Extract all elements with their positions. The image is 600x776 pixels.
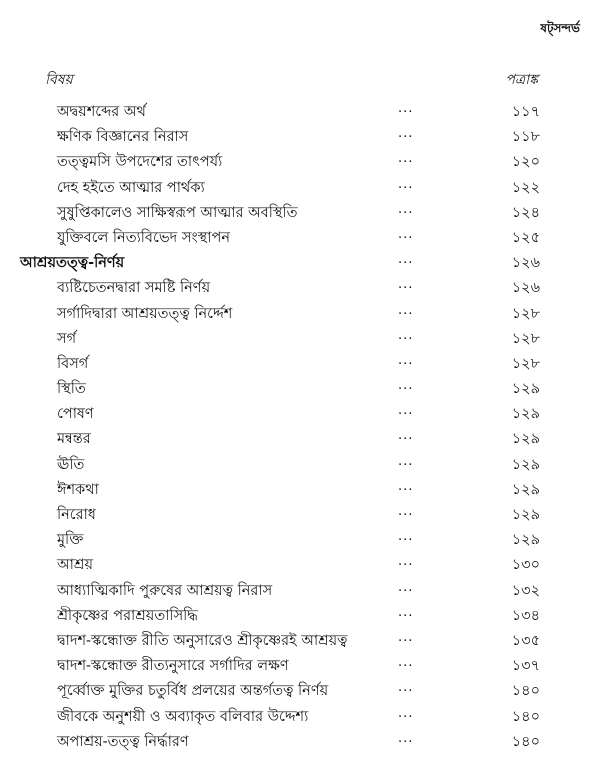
toc-entry-page-number: ১২৯ [511,406,540,423]
toc-entry [0,653,600,678]
toc-entry [0,149,600,174]
toc-entry-page-number: ১২৮ [511,305,540,322]
toc-entry-page-number: ১২৯ [511,381,540,398]
toc-entry-page-number: ১২৪ [511,204,540,221]
toc-entry-label: ঈশকথা [57,481,99,498]
toc-entry [0,578,600,603]
toc-entry [0,301,600,326]
toc-entry [0,628,600,653]
toc-entry-label: ব্যষ্টিচেতনদ্বারা সমষ্টি নির্ণয় [57,280,211,297]
toc-entry-leader: ... [398,554,414,570]
toc-entry [0,729,600,754]
toc-entry-page-number: ১৩৪ [511,607,540,624]
toc-entry-page-number: ১২৮ [511,330,540,347]
toc-entry-label: তত্ত্বমসি উপদেশের তাৎপর্য্য [57,154,223,171]
toc-entry [0,502,600,527]
toc-entry [0,200,600,225]
toc-entry-page-number: ১৩২ [511,582,540,599]
toc-entry-label: আশ্রয় [57,557,93,574]
toc-entry-leader: ... [398,378,414,394]
toc-entry [0,603,600,628]
toc-entry-page-number: ১২৯ [511,431,540,448]
toc-entry-leader: ... [398,226,414,242]
toc-entry-leader: ... [398,327,414,343]
toc-entry-leader: ... [398,478,414,494]
toc-entry-leader: ... [398,629,414,645]
toc-entry-page-number: ১৩৫ [511,632,540,649]
toc-entry-leader: ... [398,302,414,318]
toc-entry [0,225,600,250]
toc-entry-leader: ... [398,428,414,444]
toc-entry [0,250,600,275]
toc-entry-leader: ... [398,252,414,268]
toc-entry-label: আশ্রয়তত্ত্ব-নির্ণয় [20,254,125,272]
toc-entry-label: সর্গ [57,330,77,347]
toc-entry [0,552,600,577]
toc-entry-label: মন্বন্তর [57,431,91,448]
table-of-contents [0,99,600,754]
toc-entry-leader: ... [398,201,414,217]
toc-entry-label: স্থিতি [57,381,86,398]
toc-entry-label: দ্বাদশ-স্কন্ধোক্ত রীত্যনুসারে সর্গাদির লক্ষণ [57,658,289,675]
toc-entry-label: মুক্তি [57,532,84,549]
toc-entry-label: জীবকে অনুশয়ী ও অব্যাকৃত বলিবার উদ্দেশ্য [57,708,309,725]
toc-entry-page-number: ১৩৭ [511,658,540,675]
toc-entry-page-number: ১৪০ [511,683,540,700]
subject-column-heading: বিষয় [45,72,73,88]
toc-entry-label: সর্গাদিদ্বারা আশ্রয়তত্ত্ব নির্দ্দেশ [57,305,233,322]
toc-entry-page-number: ১২২ [511,179,540,196]
toc-entry-leader: ... [398,126,414,142]
toc-entry [0,326,600,351]
toc-entry [0,401,600,426]
toc-entry-label: দেহ হইতে আত্মার পার্থক্য [57,179,205,196]
toc-entry-page-number: ১৪০ [511,708,540,725]
toc-entry-leader: ... [398,277,414,293]
toc-entry [0,678,600,703]
toc-entry [0,175,600,200]
toc-entry [0,452,600,477]
toc-entry-leader: ... [398,604,414,620]
toc-entry-leader: ... [398,403,414,419]
toc-entry-page-number: ১২৮ [511,355,540,372]
toc-entry-label: বিসর্গ [57,355,89,372]
toc-entry-leader: ... [398,529,414,545]
toc-entry-label: আধ্যাত্মিকাদি পুরুষের আশ্রয়ত্ব নিরাস [57,582,273,599]
toc-entry [0,426,600,451]
toc-entry [0,477,600,502]
toc-entry-label: ঊতি [57,456,85,473]
toc-entry-leader: ... [398,151,414,167]
toc-entry-leader: ... [398,579,414,595]
toc-entry-page-number: ১১৭ [511,104,540,120]
toc-entry-leader: ... [398,176,414,192]
toc-entry-leader: ... [398,453,414,469]
toc-entry-page-number: ১৪০ [511,733,540,750]
toc-entry-leader: ... [398,730,414,746]
toc-entry-page-number: ১৩০ [511,557,540,574]
toc-entry-page-number: ১২৬ [511,255,540,272]
toc-entry-leader: ... [398,352,414,368]
toc-entry-leader: ... [398,655,414,671]
toc-entry [0,527,600,552]
toc-entry-page-number: ১২৯ [511,507,540,523]
toc-entry-page-number: ১২০ [511,154,540,171]
toc-entry [0,704,600,729]
toc-entry-label: শ্রীকৃষ্ণের পরাশ্রয়তাসিদ্ধি [57,607,198,624]
toc-entry [0,351,600,376]
toc-entry [0,376,600,401]
toc-entry-leader: ... [398,504,414,519]
toc-entry-leader: ... [398,680,414,696]
toc-entry-leader: ... [398,101,414,116]
toc-entry-label: দ্বাদশ-স্কন্ধোক্ত রীতি অনুসারেও শ্রীকৃষ্ণেরই আশ্রয়ত্ব [57,632,348,649]
toc-entry-page-number: ১১৮ [511,129,540,146]
toc-entry [0,275,600,300]
running-head: ষট্সন্দর্ভ [540,21,580,35]
toc-entry [0,99,600,124]
toc-entry-page-number: ১২৯ [511,456,540,473]
toc-entry-page-number: ১২৬ [511,280,540,297]
toc-entry-page-number: ১২৯ [511,532,540,549]
toc-entry-page-number: ১২৯ [511,481,540,498]
toc-entry-page-number: ১২৫ [511,229,540,246]
page-column-heading: পত্রাঙ্ক [505,72,538,88]
toc-entry-label: ক্ষণিক বিজ্ঞানের নিরাস [57,129,189,146]
toc-entry-label: যুক্তিবলে নিত্যবিভেদ সংস্থাপন [57,229,230,246]
toc-entry-label: অপাশ্রয়-তত্ত্ব নির্দ্ধারণ [57,733,189,750]
toc-entry [0,124,600,149]
toc-entry-leader: ... [398,705,414,721]
toc-entry-label: পোষণ [57,406,94,423]
toc-entry-label: পূর্ব্বোক্ত মুক্তির চতুর্বিধ প্রলয়ের অন্তর্গতত্ব নির্ণয় [57,683,329,700]
toc-entry-label: অদ্বয়শব্দের অর্থ [57,104,146,120]
toc-entry-label: সুষুপ্তিকালেও সাক্ষিস্বরূপ আত্মার অবস্থিতি [57,204,298,221]
toc-entry-label: নিরোধ [57,507,96,523]
